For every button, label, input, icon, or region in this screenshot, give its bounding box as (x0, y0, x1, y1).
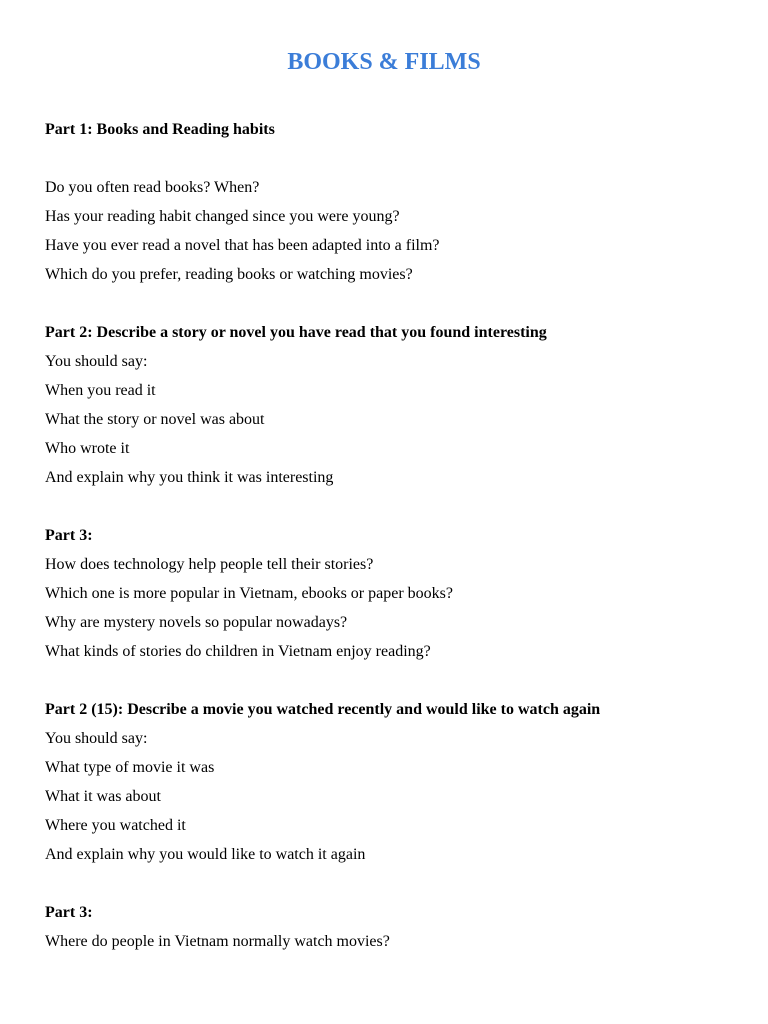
document-title: BOOKS & FILMS (287, 49, 481, 75)
part3-movie-question: Where do people in Vietnam normally watch movies? (45, 933, 390, 950)
part1-question: Has your reading habit changed since you were young? (45, 208, 400, 225)
part3-movie-heading: Part 3: (45, 904, 93, 921)
part2-movie-line: What it was about (45, 788, 161, 805)
part3-story-question: How does technology help people tell their stories? (45, 556, 374, 573)
part2-movie-line: Where you watched it (45, 817, 186, 834)
part1-question: Which do you prefer, reading books or watching movies? (45, 266, 413, 283)
part2-movie-line: And explain why you would like to watch it again (45, 846, 366, 863)
part3-story-question: Why are mystery novels so popular nowadays? (45, 614, 348, 631)
part2-movie-heading: Part 2 (15): Describe a movie you watched recently and would like to watch again (45, 701, 601, 718)
part2-story-line: When you read it (45, 382, 156, 399)
part2-story-heading: Part 2: Describe a story or novel you have read that you found interesting (45, 324, 547, 341)
part2-story-line: And explain why you think it was interesting (45, 469, 334, 486)
part3-story-heading: Part 3: (45, 527, 93, 544)
part1-question: Do you often read books? When? (45, 179, 260, 196)
part2-movie-line: What type of movie it was (45, 759, 215, 776)
part2-story-line: You should say: (45, 353, 148, 370)
part3-story-question: What kinds of stories do children in Vietnam enjoy reading? (45, 643, 431, 660)
part2-movie-line: You should say: (45, 730, 148, 747)
part2-story-line: What the story or novel was about (45, 411, 265, 428)
part1-question: Have you ever read a novel that has been adapted into a film? (45, 237, 440, 254)
part1-heading: Part 1: Books and Reading habits (45, 121, 275, 138)
part3-story-question: Which one is more popular in Vietnam, ebooks or paper books? (45, 585, 453, 602)
part2-story-line: Who wrote it (45, 440, 130, 457)
